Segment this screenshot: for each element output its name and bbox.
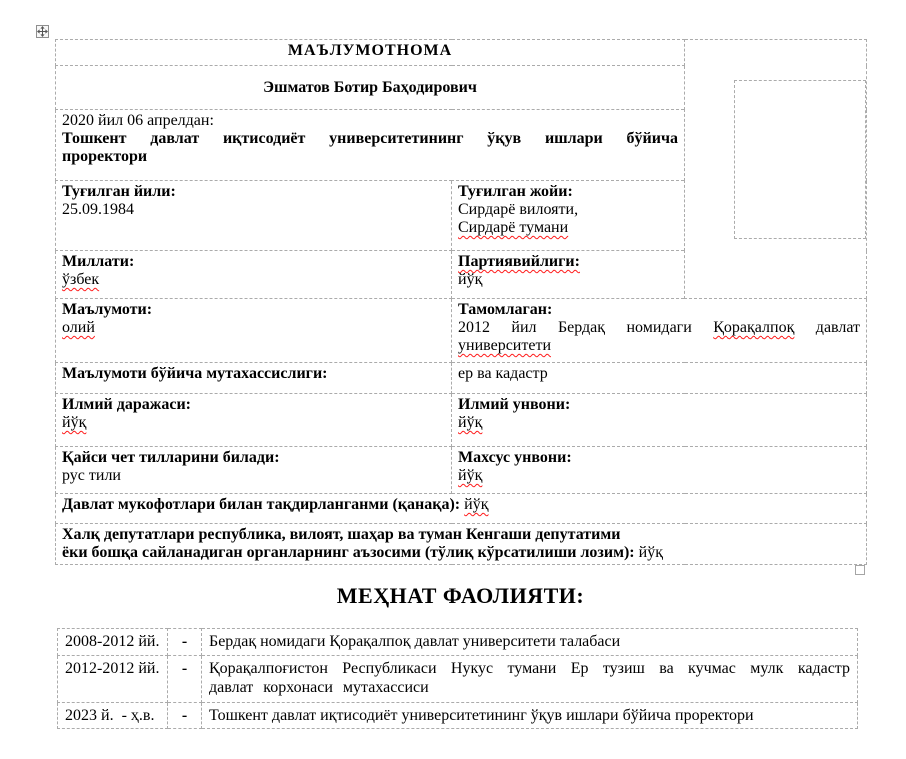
row-languages: [56, 447, 867, 494]
field-value-misspelled: ўзбек: [62, 271, 100, 288]
education-cell: [56, 299, 452, 363]
special-title-cell: [452, 447, 867, 494]
birth-year-cell: [56, 181, 452, 251]
field-label: Туғилган йили:: [62, 183, 176, 200]
work-description: Бердақ номидаги Қорақалпоқ давлат университети талабаси: [202, 629, 858, 656]
field-label: Миллати:: [62, 253, 135, 270]
row-speciality: [56, 363, 867, 394]
field-value-misspelled: йўқ: [458, 467, 483, 484]
field-value-misspelled: университети: [458, 337, 551, 354]
field-label: Халқ депутатлари республика, вилоят, шаҳар ва туман Кенгаши депутатими: [62, 526, 621, 543]
table-resize-handle[interactable]: [855, 565, 865, 575]
field-label: Туғилган жойи:: [458, 183, 573, 200]
work-description: Тошкент давлат иқтисодиёт университетининг ўқув ишлари бўйича проректори: [202, 703, 858, 729]
field-value-misspelled: йўқ: [464, 496, 489, 513]
field-label: Давлат мукофотлари билан тақдирланганми (қанақа):: [62, 496, 461, 513]
row-degree: [56, 394, 867, 447]
work-separator: -: [168, 703, 202, 729]
field-value-misspelled: Сирдарё тумани: [458, 219, 569, 236]
graduated-cell: [452, 299, 867, 363]
row-awards: [56, 494, 867, 524]
work-period: 2008-2012 йй.: [58, 629, 168, 656]
work-period: 2012-2012 йй.: [58, 656, 168, 703]
degree-cell: [56, 394, 452, 447]
field-label: Тамомлаган:: [458, 301, 553, 318]
birth-place-cell: [452, 181, 685, 251]
work-separator: -: [168, 629, 202, 656]
work-history-title: МЕҲНАТ ФАОЛИЯТИ:: [336, 583, 585, 608]
speciality-label-cell: [56, 363, 452, 394]
nationality-cell: [56, 251, 452, 299]
work-separator: -: [168, 656, 202, 703]
deputy-cell: [56, 524, 867, 565]
table-row: [58, 656, 858, 703]
work-history-table: [57, 628, 858, 729]
appointment-cell: [56, 110, 685, 181]
academic-title-cell: [452, 394, 867, 447]
field-value: ер ва кадастр: [458, 365, 548, 382]
field-label: Маълумоти бўйича мутахассислиги:: [62, 365, 328, 382]
info-table: [55, 39, 867, 565]
table-row: [58, 703, 858, 729]
field-value: рус тили: [62, 467, 121, 484]
person-name: Эшматов Ботир Баҳодирович: [56, 66, 685, 110]
field-value: 25.09.1984: [62, 201, 134, 218]
field-label: Илмий даражаси:: [62, 396, 191, 413]
field-value: йўқ: [638, 544, 663, 561]
field-value-misspelled: олий: [62, 319, 95, 336]
field-value: 2012 йил Бердақ номидаги: [458, 319, 692, 336]
appointment-position: Тошкент давлат иқтисодиёт университетининг ўқув ишлари бўйича проректори: [62, 130, 679, 165]
table-row: [58, 629, 858, 656]
document-title: МАЪЛУМОТНОМА: [56, 40, 685, 66]
table-move-handle[interactable]: [36, 25, 49, 38]
field-value-misspelled: йўқ: [62, 414, 87, 431]
row-title: [56, 40, 867, 66]
languages-cell: [56, 447, 452, 494]
appointment-date: 2020 йил 06 апрелдан:: [62, 112, 214, 129]
field-label-misspelled: Партиявийлиги:: [458, 253, 580, 270]
row-deputy: [56, 524, 867, 565]
field-value: Сирдарё вилояти,: [458, 201, 579, 218]
field-value-misspelled: йўқ: [458, 414, 483, 431]
work-description: Қорақалпоғистон Республикаси Нукус тумани Ер тузиш ва кучмас мулк кадастр давлат корхонаси мутахассиси: [202, 656, 858, 703]
field-label: Илмий унвони:: [458, 396, 571, 413]
party-cell: [452, 251, 685, 299]
awards-cell: [56, 494, 867, 524]
field-label: Махсус унвони:: [458, 449, 572, 466]
field-label: Маълумоти:: [62, 301, 153, 318]
photo-cell: [685, 40, 867, 299]
row-education: [56, 299, 867, 363]
photo-placeholder-box[interactable]: [734, 80, 866, 239]
field-label: ёки бошқа сайланадиган органларнинг аъзосими (тўлиқ кўрсатилиши лозим):: [62, 544, 635, 561]
move-arrows-icon: [37, 26, 48, 37]
field-value-misspelled: Қорақалпоқ: [713, 319, 795, 336]
field-value: давлат: [815, 319, 861, 336]
speciality-value-cell: [452, 363, 867, 394]
work-period: 2023 й. - ҳ.в.: [58, 703, 168, 729]
graduated-value: [458, 319, 860, 355]
field-label: Қайси чет тилларини билади:: [62, 449, 280, 466]
field-value: йўқ: [458, 271, 483, 288]
